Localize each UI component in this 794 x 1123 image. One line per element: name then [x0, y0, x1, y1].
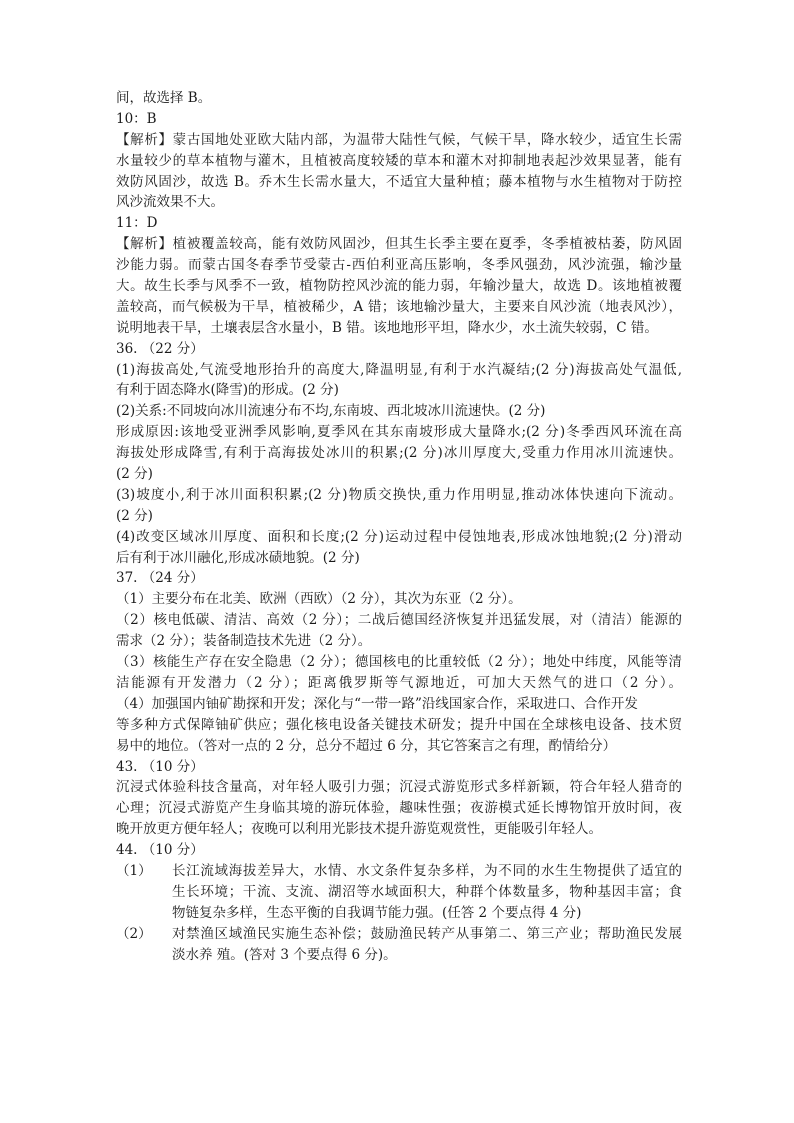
text-line: 长江流域海拔差异大，水情、水文条件复杂多样，为不同的水生生物提供了适宜的: [172, 862, 682, 879]
q44-item-body: [172, 924, 682, 966]
text-line: 后有利于冰川融化,形成冰碛地貌。(2 分): [116, 549, 360, 566]
q44-item-number: （2）: [116, 925, 152, 942]
text-line: （2）核电低碳、清洁、高效（2 分）；二战后德国经济恢复并迅猛发展，对（清洁）能源的: [116, 612, 682, 629]
text-line: 效防风固沙，故选 B。乔木生长需水量大，不适宜大量种植；藤本植物与水生植物对于防控: [116, 173, 682, 190]
answer-key-page: [116, 88, 682, 965]
text-line: 形成原因:该地受亚洲季风影响,夏季风在其东南坡形成大量降水;(2 分)冬季西风环流在高: [116, 424, 682, 441]
text-line: 心理；沉浸式游览产生身临其境的游玩体验，趣味性强；夜游模式延长博物馆开放时间，夜: [116, 800, 682, 817]
text-line: 【解析】植被覆盖较高，能有效防风固沙，但其生长季主要在夏季，冬季植被枯萎，防风固: [116, 236, 682, 253]
q44-item-number: （1）: [116, 862, 152, 879]
text-line: （4）加强国内铀矿勘探和开发；深化与“一带一路”沿线国家合作，采取进口、合作开发: [116, 695, 638, 712]
text-line: 海拔处形成降雪,有利于高海拔处冰川的积累;(2 分)冰川厚度大,受重力作用冰川流速快。: [116, 445, 682, 462]
text-line: 36. （22 分）: [116, 340, 204, 357]
text-line: (3)坡度小,利于冰川面积积累;(2 分)物质交换快,重力作用明显,推动冰体快速向下流动。: [116, 486, 682, 503]
text-line: (4)改变区域冰川厚度、面积和长度;(2 分)运动过程中侵蚀地表,形成冰蚀地貌;(2 分)滑动: [116, 528, 682, 545]
text-line: 【解析】蒙古国地处亚欧大陆内部，为温带大陆性气候，气候干旱，降水较少，适宜生长需: [116, 131, 682, 148]
q44-item-body: [172, 861, 682, 924]
q44-item: [116, 924, 682, 966]
text-line: 易中的地位。（答对一点的 2 分，总分不超过 6 分，其它答案言之有理，酌情给分）: [116, 737, 617, 754]
text-line: 风沙流效果不大。: [116, 194, 224, 211]
text-line: 43. （10 分）: [116, 758, 204, 775]
text-line: 沙能力弱。而蒙古国冬春季节受蒙古-西伯利亚高压影响，冬季风强劲，风沙流强，输沙量: [116, 257, 682, 274]
text-line: 说明地表干旱，土壤表层含水量小，B 错。该地地形平坦，降水少，水土流失较弱，C 错。: [116, 319, 658, 336]
text-line: 需求（2 分）；装备制造技术先进（2 分）。: [116, 633, 372, 650]
text-line: （3）核能生产存在安全隐患（2 分）；德国核电的比重较低（2 分）；地处中纬度，风能等清: [116, 654, 682, 671]
text-line: 物链复杂多样，生态平衡的自我调节能力强。(任答 2 个要点得 4 分): [172, 904, 582, 921]
text-line: 洁能源有开发潜力（2 分）；距离俄罗斯等气源地近，可加大天然气的进口（2 分）。: [116, 674, 682, 691]
text-line: (2 分): [116, 507, 153, 524]
q44-item: [116, 861, 682, 924]
text-line: 对禁渔区域渔民实施生态补偿；鼓励渔民转产从事第二、第三产业；帮助渔民发展: [172, 925, 682, 942]
text-line: 等多种方式保障铀矿供应；强化核电设备关键技术研发；提升中国在全球核电设备、技术贸: [116, 716, 682, 733]
text-line: (2 分): [116, 466, 153, 483]
text-line: 水量较少的草本植物与灌木，且植被高度较矮的草本和灌木对抑制地表起沙效果显著，能有: [116, 152, 682, 169]
question-44-answers: [116, 861, 682, 965]
text-line: (1)海拔高处,气流受地形抬升的高度大,降温明显,有利于水汽凝结;(2 分)海拔高处气温低,: [116, 361, 682, 378]
text-line: 淡水养 殖。(答对 3 个要点得 6 分)。: [172, 946, 397, 963]
text-line: 大。故生长季与风季不一致，植物防控风沙流的能力弱，年输沙量大，故选 D。该地植被覆: [116, 278, 682, 295]
text-line: 生长环境；干流、支流、湖沼等水域面积大，种群个体数量多，物种基因丰富；食: [172, 883, 682, 900]
text-line: 10：B: [116, 110, 157, 127]
text-line: 44. （10 分）: [116, 842, 204, 859]
answer-text-block: [116, 88, 682, 861]
text-line: (2)关系:不同坡向冰川流速分布不均,东南坡、西北坡冰川流速快。(2 分): [116, 403, 546, 420]
text-line: 沉浸式体验科技含量高，对年轻人吸引力强；沉浸式游览形式多样新颖，符合年轻人猎奇的: [116, 779, 682, 796]
text-line: 有利于固态降水(降雪)的形成。(2 分): [116, 382, 339, 399]
text-line: 盖较高，而气候极为干旱，植被稀少，A 错；该地输沙量大，主要来自风沙流（地表风沙），: [116, 298, 682, 315]
text-line: 37. （24 分）: [116, 570, 204, 587]
text-line: 11：D: [116, 215, 158, 232]
text-line: （1）主要分布在北美、欧洲（西欧）（2 分），其次为东亚（2 分）。: [116, 591, 522, 608]
text-line: 晚开放更方便年轻人；夜晚可以利用光影技术提升游览观赏性，更能吸引年轻人。: [116, 821, 602, 838]
text-line: 间，故选择 B。: [116, 90, 212, 106]
